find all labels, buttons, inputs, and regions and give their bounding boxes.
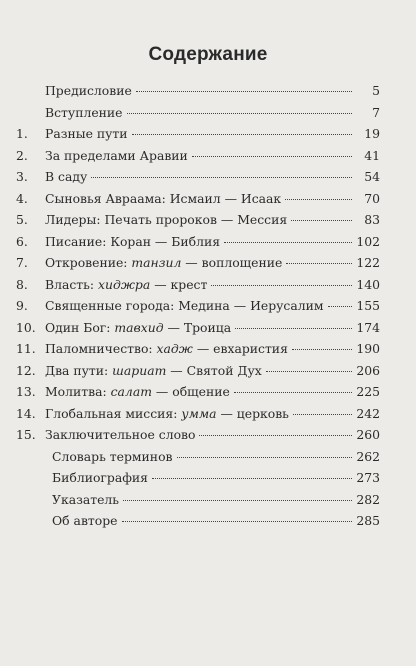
toc-leader-dots	[235, 328, 352, 329]
toc-leader-dots	[286, 263, 352, 264]
toc-leader-dots	[91, 177, 352, 178]
toc-entry	[16, 231, 380, 253]
toc-entry-number: 7.	[16, 255, 28, 270]
toc-entry-number: 6.	[16, 233, 28, 249]
toc-entry	[16, 123, 380, 145]
toc-entry-page: 70	[364, 190, 380, 206]
toc-entry-page: 102	[356, 233, 380, 249]
toc-entry-text: Молитва:	[45, 384, 111, 399]
toc-entry	[16, 145, 380, 167]
toc-entry-page: 225	[356, 384, 380, 399]
toc-leader-dots	[152, 478, 352, 479]
toc-leader-dots	[291, 220, 352, 221]
toc-entry-text: Паломничество:	[45, 341, 157, 356]
toc-entry-text: Один Бог:	[45, 319, 115, 335]
toc-entry	[16, 403, 380, 425]
toc-entry-title	[52, 489, 119, 511]
toc-leader-dots	[211, 285, 352, 286]
toc-entry-text: Глобальная миссия:	[45, 405, 182, 421]
toc-leader-dots	[224, 242, 352, 243]
toc-leader-dots	[136, 91, 352, 92]
toc-entry-page: 19	[364, 126, 380, 141]
toc-entry	[16, 360, 380, 382]
toc-entry-title	[45, 252, 282, 274]
toc-entry-number: 13.	[16, 384, 36, 399]
toc-entry-title	[45, 381, 230, 403]
toc-entry	[16, 510, 380, 532]
toc-entry-title	[45, 360, 262, 382]
toc-entry-page: 262	[356, 448, 380, 464]
toc-entry	[16, 489, 380, 511]
toc-entry	[16, 102, 380, 124]
toc-entry-text: Предисловие	[45, 83, 132, 98]
toc-leader-dots	[234, 392, 352, 393]
toc-leader-dots	[292, 349, 352, 350]
toc-entry-text: Указатель	[52, 491, 120, 507]
toc-entry	[16, 467, 380, 489]
toc-entry-term: салат	[110, 384, 152, 399]
toc-entry-term: тавхид	[114, 319, 164, 335]
toc-leader-dots	[192, 156, 352, 157]
toc-entry-text: Откровение:	[45, 255, 132, 270]
toc-entry-title	[45, 338, 288, 360]
toc-entry-text: Два пути:	[45, 362, 113, 378]
toc-entry-text: Библиография	[52, 470, 148, 485]
toc-leader-dots	[123, 500, 352, 501]
toc-entry-page: 174	[356, 319, 380, 335]
toc-entry	[16, 188, 380, 210]
toc-entry-page: 260	[356, 427, 380, 442]
toc-entry-text: Заключительное слово	[45, 427, 196, 442]
toc-entry-title	[45, 231, 220, 253]
toc-entry-text: — Троица	[163, 319, 232, 335]
toc-leader-dots	[266, 371, 352, 372]
toc-entry-number: 2.	[16, 147, 28, 163]
toc-entry	[16, 424, 380, 446]
toc-entry-text: — крест	[150, 276, 208, 292]
toc-leader-dots	[328, 306, 352, 307]
toc-entry-page: 83	[364, 212, 380, 227]
toc-entry-title	[52, 510, 118, 532]
toc-entry-page: 122	[356, 255, 380, 270]
toc-entry-number: 5.	[16, 212, 28, 227]
toc-entry-text: — церковь	[216, 405, 289, 421]
table-of-contents	[16, 80, 380, 532]
toc-entry	[16, 166, 380, 188]
toc-entry-text: — общение	[151, 384, 230, 399]
toc-entry-text: Разные пути	[45, 126, 128, 141]
toc-entry	[16, 295, 380, 317]
toc-entry-page: 54	[364, 169, 380, 184]
toc-entry-text: — евхаристия	[192, 341, 288, 356]
toc-entry-title	[45, 188, 281, 210]
toc-entry-page: 285	[356, 513, 380, 528]
toc-leader-dots	[293, 414, 352, 415]
toc-leader-dots	[177, 457, 352, 458]
toc-leader-dots	[132, 134, 352, 135]
toc-entry	[16, 381, 380, 403]
toc-entry	[16, 274, 380, 296]
toc-entry-text: Власть:	[45, 276, 99, 292]
toc-leader-dots	[127, 113, 352, 114]
toc-entry-title	[45, 145, 188, 167]
toc-entry-number: 10.	[16, 319, 36, 335]
toc-entry-text: Писание: Коран — Библия	[45, 233, 221, 249]
toc-entry-text: Об авторе	[52, 513, 118, 528]
toc-entry-number: 1.	[16, 126, 28, 141]
toc-entry-page: 282	[356, 491, 380, 507]
toc-entry	[16, 80, 380, 102]
toc-entry-term: шариат	[112, 362, 167, 378]
toc-entry	[16, 446, 380, 468]
toc-entry-title	[45, 80, 132, 102]
toc-entry-title	[52, 446, 173, 468]
toc-entry	[16, 317, 380, 339]
toc-entry-title	[45, 209, 287, 231]
toc-entry-title	[45, 123, 128, 145]
toc-entry-title	[45, 274, 207, 296]
toc-entry-page: 5	[372, 83, 380, 98]
toc-entry-text: Священные города: Медина — Иерусалим	[45, 298, 324, 313]
toc-entry-title	[45, 403, 289, 425]
toc-entry-text: Вступление	[45, 104, 123, 120]
toc-entry-text: Сыновья Авраама: Исмаил — Исаак	[45, 190, 282, 206]
toc-leader-dots	[122, 521, 353, 522]
toc-entry-text: — воплощение	[181, 255, 283, 270]
toc-entry-number: 12.	[16, 362, 36, 378]
toc-entry-page: 242	[356, 405, 380, 421]
toc-entry-text: — Святой Дух	[166, 362, 262, 378]
toc-entry-page: 155	[356, 298, 380, 313]
toc-leader-dots	[199, 435, 352, 436]
toc-entry	[16, 209, 380, 231]
toc-entry	[16, 252, 380, 274]
toc-entry-number: 3.	[16, 169, 28, 184]
toc-entry-text: Лидеры: Печать пророков — Мессия	[45, 212, 288, 227]
toc-entry-term: хадж	[156, 341, 193, 356]
toc-entry-term: хиджра	[98, 276, 151, 292]
toc-entry-page: 206	[356, 362, 380, 378]
toc-entry-text: В саду	[45, 169, 88, 184]
toc-entry-title	[45, 102, 123, 124]
toc-entry-number: 8.	[16, 276, 28, 292]
toc-entry-number: 11.	[16, 341, 36, 356]
toc-entry-number: 14.	[16, 405, 36, 421]
toc-entry-text: Словарь терминов	[52, 448, 173, 464]
toc-entry-term: танзил	[131, 255, 182, 270]
toc-entry-page: 190	[356, 341, 380, 356]
toc-entry-title	[52, 467, 148, 489]
toc-entry-text: За пределами Аравии	[45, 147, 188, 163]
toc-entry-page: 41	[364, 147, 380, 163]
toc-entry-number: 9.	[16, 298, 28, 313]
toc-entry-title	[45, 317, 231, 339]
toc-entry-title	[45, 295, 324, 317]
toc-entry-title	[45, 166, 87, 188]
toc-entry-page: 140	[356, 276, 380, 292]
toc-leader-dots	[285, 199, 352, 200]
toc-entry-page: 7	[372, 104, 380, 120]
toc-entry-number: 4.	[16, 190, 28, 206]
page-title: Содержание	[148, 44, 268, 65]
toc-entry-term: умма	[181, 405, 217, 421]
toc-entry-page: 273	[356, 470, 380, 485]
toc-entry-title	[45, 424, 195, 446]
toc-entry	[16, 338, 380, 360]
toc-entry-number: 15.	[16, 427, 36, 442]
